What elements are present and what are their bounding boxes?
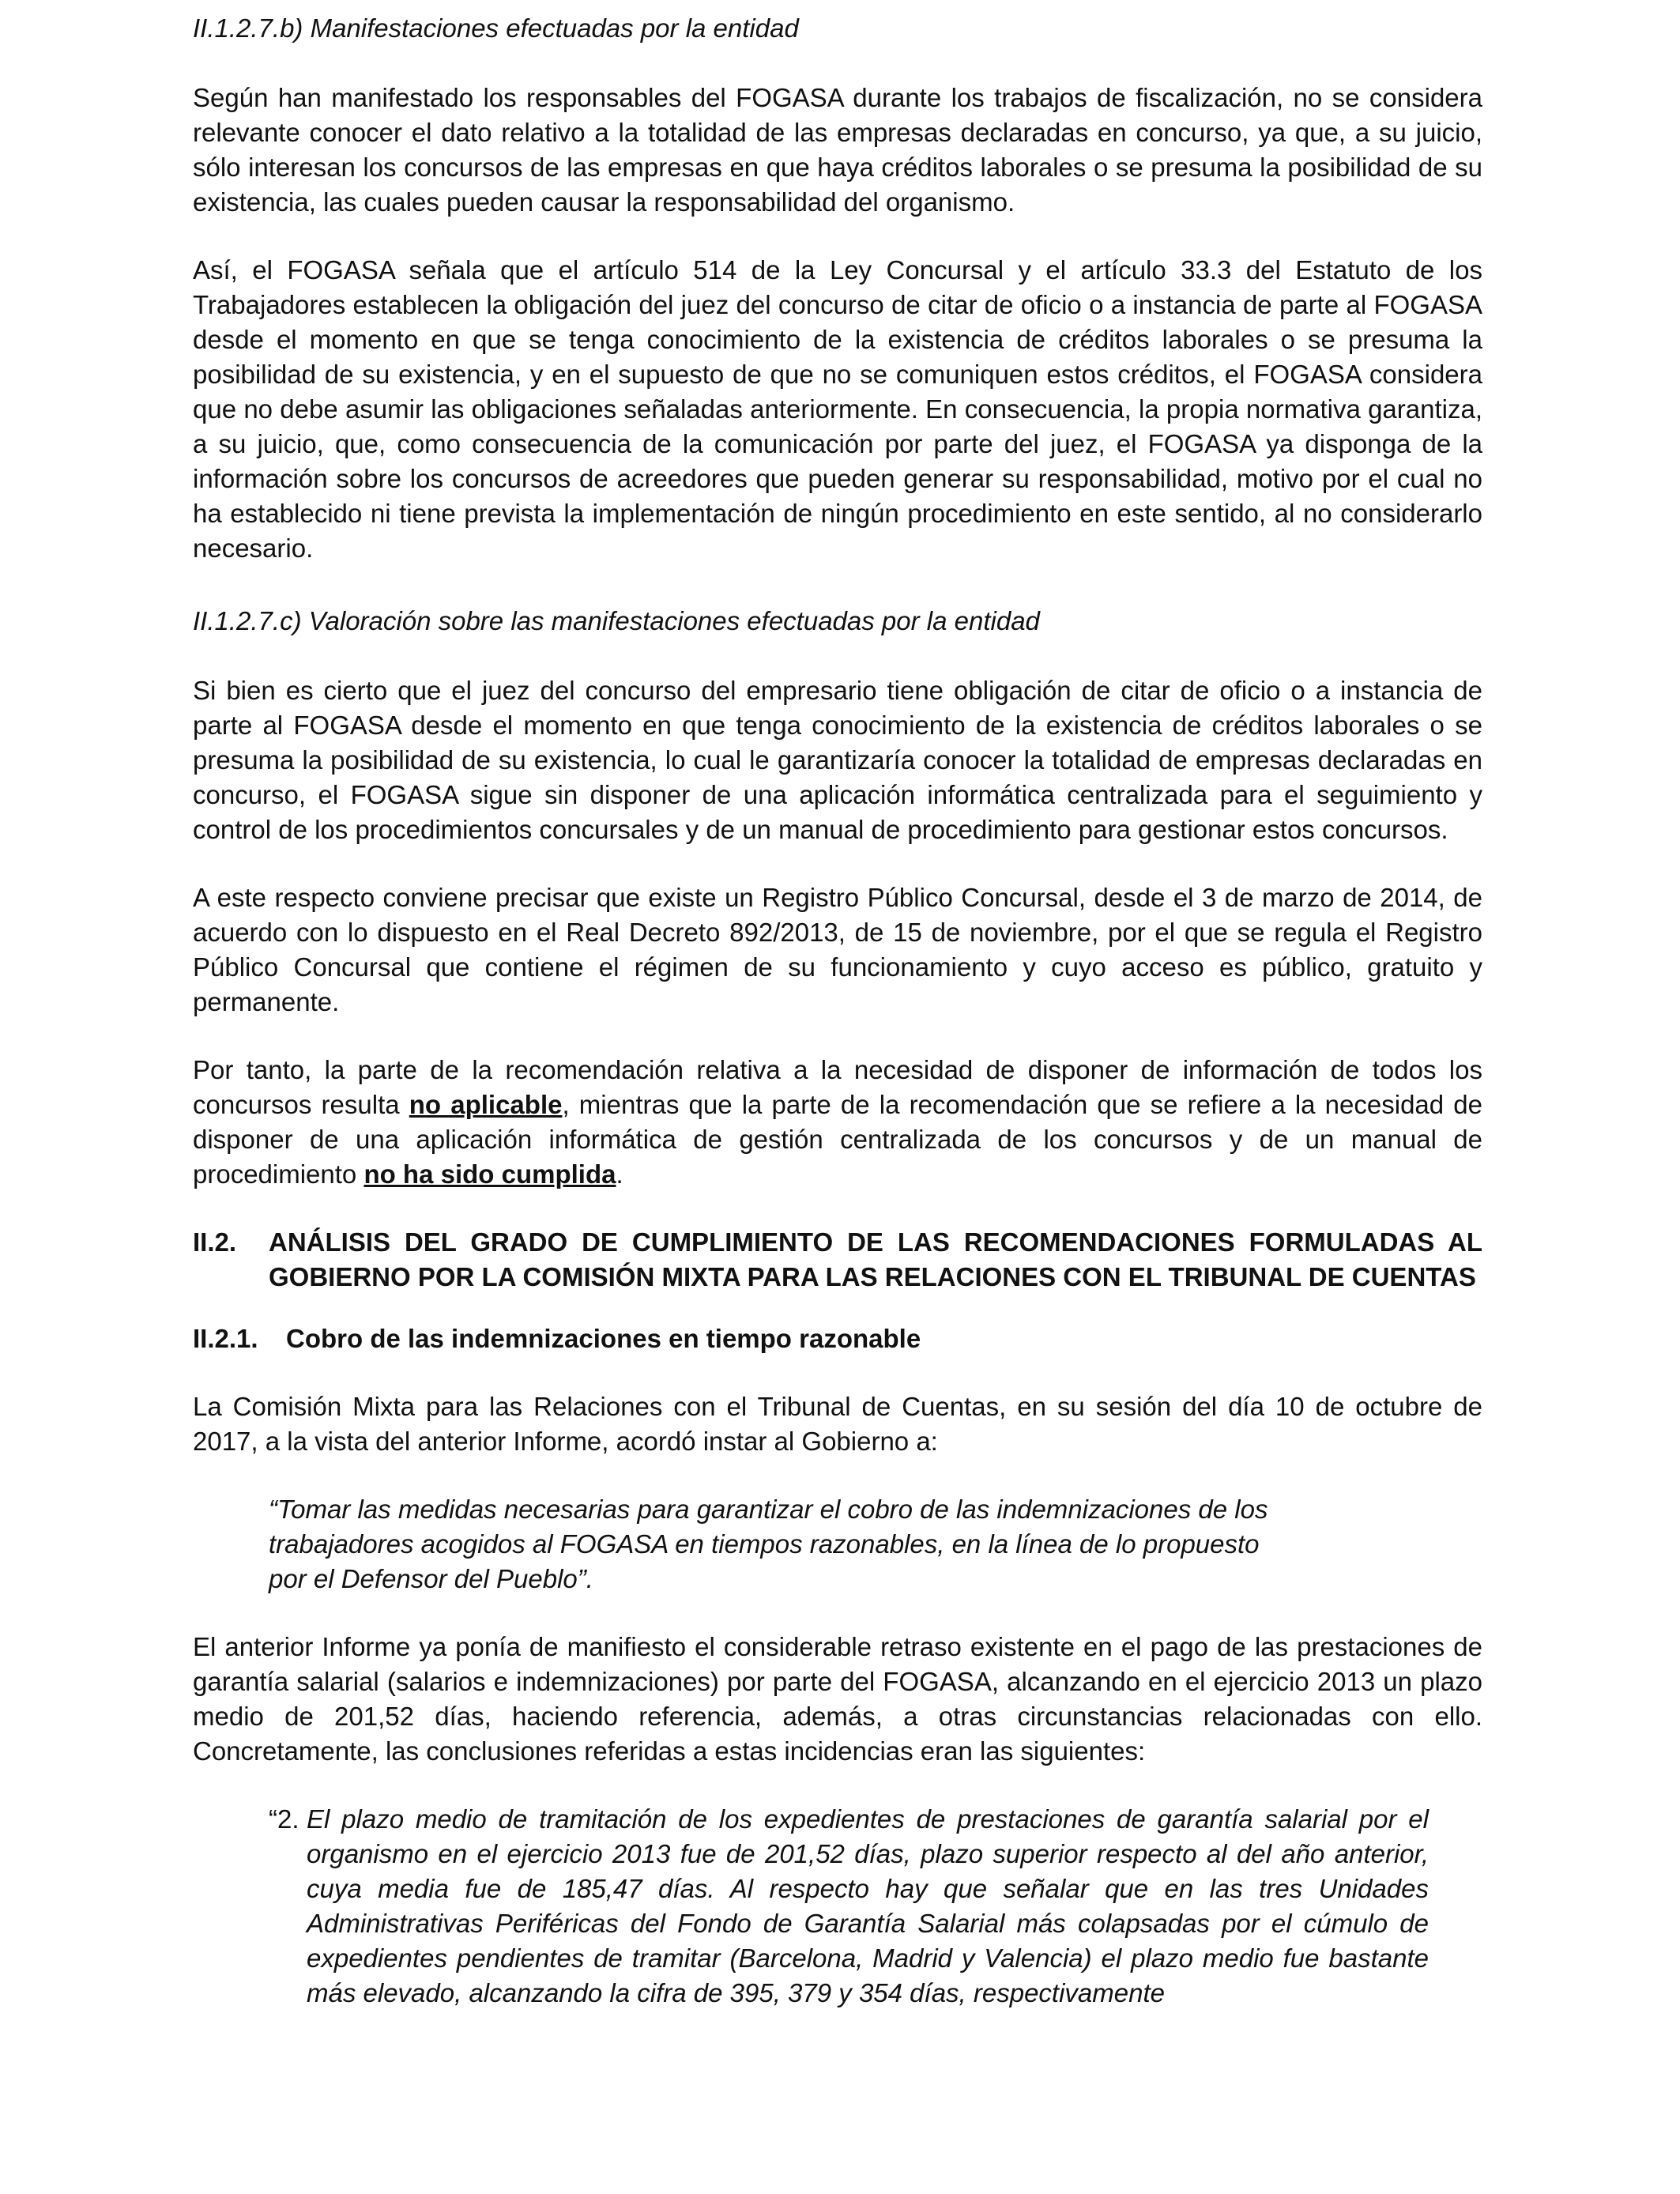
text-run: el Real Decreto 892/2013, de 15 de noviembre, por el que se regula el Registro Público Concursal que contiene el régimen de su funcionamiento [193, 918, 1483, 982]
quote-number: “2. [269, 1804, 299, 1834]
quote-line: trabajadores acogidos al FOGASA en tiempos razonables, en la línea de lo propuesto [269, 1529, 1260, 1559]
section-heading-ii-2-1 [193, 1321, 1482, 1356]
paragraph: El anterior Informe ya ponía de manifiesto el considerable retraso existente en el pago de las prestaciones de garantía salarial (salarios e indemnizaciones) por parte del FOGASA, alcanzando en el ejercicio 2013 un plazo medio de 201,52 días, haciendo referencia, además, a otras circunstancias relacionadas con ello. Concretamente, las conclusiones referidas a estas incidencias eran las siguientes: [193, 1632, 1482, 1766]
registro-highlight: Registro Público Concursal, desde el 3 de marzo de 2014, de acuerdo con lo dispuesto en [193, 883, 1482, 947]
quote-body: El plazo medio de tramitación de los expedientes de prestaciones de garantía salarial por el organismo en el ejercicio 2013 fue de 201,52 días, plazo superior respecto al del año anterior, cuya media fue de 185,47 días. Al respecto hay que señalar que en las tres Unidades Administrativas Periféricas del Fondo de Garantía Salarial más colapsadas por el cúmulo de expedientes pendientes de tramitar (Barcelona, Madrid y Valencia) el plazo medio fue bastante más elevado, alcanzando la cifra de 395, 379 y 354 días, respectivamente [307, 1804, 1429, 2007]
section-number: II.2.1. [193, 1324, 258, 1353]
text-run: . [616, 1159, 623, 1189]
section-heading-ii-2 [193, 1225, 1482, 1295]
no-cumplida-emphasis: no ha sido cumplida [363, 1159, 616, 1189]
paragraph: Según han manifestado los responsables del FOGASA durante los trabajos de fiscalización, no se considera relevante conocer el dato relativo a la totalidad de las empresas declaradas en concurso, ya que, a su juicio, sólo interesan los concursos de las empresas en que haya créditos laborales o se presuma la posibilidad de su existencia, las cuales pueden causar la responsabilidad del organismo. [193, 83, 1482, 217]
recommendation-quote [269, 1492, 1422, 1596]
section-heading-ii-1-2-7-b: II.1.2.7.b) Manifestaciones efectuadas por la entidad [193, 13, 799, 43]
paragraph: La Comisión Mixta para las Relaciones con el Tribunal de Cuentas, en su sesión del día 10 de octubre de 2017, a la vista del anterior Informe, acordó instar al Gobierno a: [193, 1392, 1482, 1456]
quote-line: “Tomar las medidas necesarias para garantizar el cobro de las indemnizaciones de los [269, 1495, 1268, 1524]
document-page [193, 11, 1482, 2011]
no-aplicable-emphasis: no aplicable [409, 1090, 563, 1119]
paragraph: Así, el FOGASA señala que el artículo 514 de la Ley Concursal y el artículo 33.3 del Estatuto de los Trabajadores establecen la obligación del juez del concurso de citar de oficio o a instancia de parte al FOGASA desde el momento en que se tenga conocimiento de la existencia de créditos laborales o se presuma la posibilidad de su existencia, y en el supuesto de que no se comuniquen estos créditos, el FOGASA considera que no debe asumir las obligaciones señaladas anteriormente. En consecuencia, la propia normativa garantiza, a su juicio, que, como consecuencia de la comunicación por parte del juez, el FOGASA ya disponga de la información sobre los concursos de acreedores que pueden generar su responsabilidad, motivo por el cual no ha establecido ni tiene prevista la implementación de ningún procedimiento en este sentido, al no considerarlo necesario. [193, 255, 1482, 563]
text-run: , mientras que la parte de la recomendación que se refiere a la necesidad de disponer de una aplicación informática de gestión centralizada de los concursos y de un manual de procedimiento [193, 1090, 1482, 1189]
section-title: Cobro de las indemnizaciones en tiempo razonable [286, 1324, 921, 1353]
text-run: y cuyo acceso es público, gratuito y permanente. [193, 952, 1482, 1016]
section-title: ANÁLISIS DEL GRADO DE CUMPLIMIENTO DE LAS RECOMENDACIONES FORMULADAS AL GOBIERNO POR LA COMISIÓN MIXTA PARA LAS RELACIONES CON EL TRIBUNAL DE CUENTAS [269, 1227, 1482, 1291]
section-number: II.2. [193, 1227, 237, 1257]
conclusion-quote [269, 1802, 1429, 2011]
paragraph [193, 880, 1482, 1020]
paragraph: Si bien es cierto que el juez del concurso del empresario tiene obligación de citar de oficio o a instancia de parte al FOGASA desde el momento en que tenga conocimiento de la existencia de créditos laborales o se presuma la posibilidad de su existencia, lo cual le garantizaría conocer la totalidad de empresas declaradas en concurso, el FOGASA sigue sin disponer de una aplicación informática centralizada para el seguimiento y control de los procedimientos concursales y de un manual de procedimiento para gestionar estos concursos. [193, 676, 1482, 844]
section-heading-ii-1-2-7-c: II.1.2.7.c) Valoración sobre las manifestaciones efectuadas por la entidad [193, 606, 1040, 635]
quote-line: por el Defensor del Pueblo”. [269, 1564, 593, 1593]
paragraph [193, 1053, 1482, 1192]
text-run: Por tanto, la parte de la recomendación relativa a la necesidad de disponer de información de todos los concursos resulta [193, 1055, 1482, 1119]
text-run: A este respecto conviene precisar que existe un [193, 883, 763, 912]
